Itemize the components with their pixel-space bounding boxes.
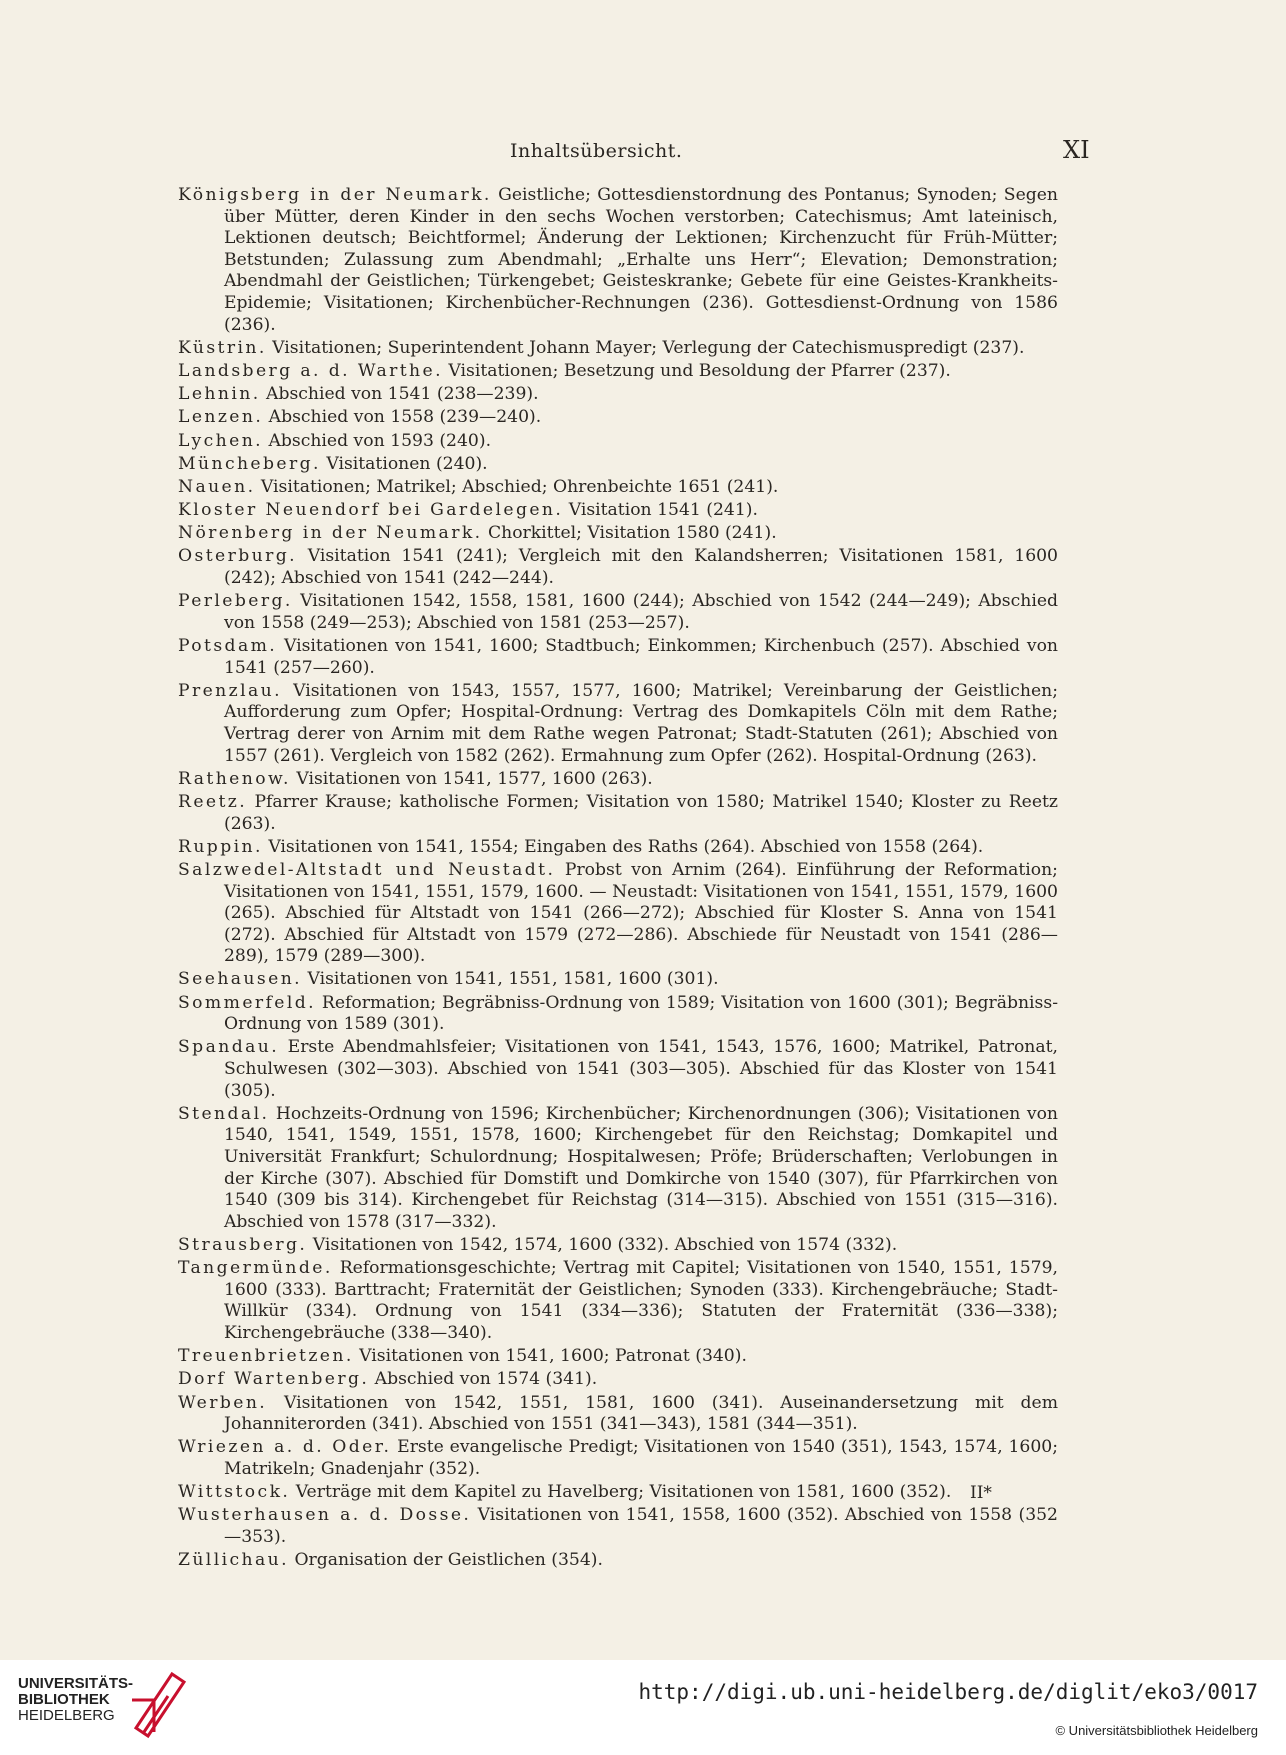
entry-contents: Abschied von 1558 (239—240). <box>263 407 542 428</box>
entry-place-name: Ruppin. <box>178 836 263 857</box>
entry-place-name: Perleberg. <box>178 591 293 612</box>
toc-entry <box>178 969 1058 991</box>
entry-contents: Visitationen von 1542, 1551, 1581, 1600 (341). Auseinandersetzung mit dem Johanniterorden (341). Abschied von 1551 (341—343), 1581 (344—351). <box>224 1392 1058 1435</box>
toc-entry <box>178 792 1058 835</box>
toc-entry <box>178 384 1058 406</box>
entry-place-name: Kloster Neuendorf bei Gardelegen. <box>178 500 564 521</box>
footer-bar <box>0 1660 1286 1755</box>
entry-contents: Visitationen von 1541, 1600; Stadtbuch; Einkommen; Kirchenbuch (257). Abschied von 1541 (257—260). <box>224 636 1058 678</box>
toc-entry <box>178 407 1058 429</box>
entry-contents: Reformationsgeschichte; Vertrag mit Capitel; Visitationen von 1540, 1551, 1579, 1600 (333). Barttracht; Fraternität der Geistlichen; Synoden (333). Kirchengebräuche; Stadt-Willkür (334). Ordnung von 1541 (334—336); Statuten der Fraternität (336—338); Kirchengebräuche (338—340). <box>224 1258 1058 1343</box>
entry-place-name: Reetz. <box>178 791 248 812</box>
entry-place-name: Potsdam. <box>178 636 278 656</box>
entry-contents: Verträge mit dem Kapitel zu Havelberg; Visitationen von 1581, 1600 (352). <box>290 1482 952 1503</box>
toc-entry <box>178 1037 1058 1102</box>
entry-place-name: Strausberg. <box>178 1234 308 1255</box>
entry-contents: Visitationen von 1541, 1558, 1600 (352). Abschied von 1558 (352—353). <box>224 1505 1058 1547</box>
toc-entry <box>178 431 1058 453</box>
toc-entry <box>178 993 1058 1036</box>
toc-entry <box>178 769 1058 791</box>
signature-mark: II* <box>970 1483 992 1503</box>
entry-contents: Visitationen von 1541, 1577, 1600 (263). <box>290 768 653 789</box>
entry-place-name: Landsberg a. d. Warthe. <box>178 360 443 381</box>
entry-contents: Visitationen; Matrikel; Abschied; Ohrenbeichte 1651 (241). <box>255 476 779 497</box>
entry-place-name: Nauen. <box>178 476 256 497</box>
entry-contents: Visitationen (240). <box>320 453 488 474</box>
toc-entry <box>178 1437 1058 1480</box>
entry-contents: Visitationen von 1543, 1557, 1577, 1600; Matrikel; Vereinbarung der Geistlichen; Aufforderung zum Opfer; Hospital-Ordnung: Vertrag des Domkapitels Cöln mit dem Rathe; Vertrag derer von Arnim mit dem Rathe wegen Patronat; Stadt-Statuten (261); Abschied von 1557 (261). Vergleich von 1582 (262). Ermahnung zum Opfer (262). Hospital-Ordnung (263). <box>224 680 1058 766</box>
entry-place-name: Prenzlau. <box>178 680 282 701</box>
header-title: Inhaltsübersicht. <box>510 140 683 162</box>
entry-contents: Pfarrer Krause; katholische Formen; Visitation von 1580; Matrikel 1540; Kloster zu Reetz (263). <box>224 791 1058 834</box>
toc-entry <box>178 636 1058 679</box>
entry-place-name: Rathenow. <box>178 768 291 789</box>
toc-entry <box>178 477 1058 499</box>
entry-place-name: Lenzen. <box>178 407 264 428</box>
entry-place-name: Lehnin. <box>178 384 261 405</box>
entry-contents: Visitationen von 1541, 1551, 1581, 1600 (301). <box>302 969 719 990</box>
entry-contents: Visitationen von 1541, 1600; Patronat (340). <box>353 1346 747 1367</box>
entry-place-name: Wriezen a. d. Oder. <box>178 1437 392 1458</box>
entry-place-name: Dorf Wartenberg. <box>178 1369 370 1390</box>
entry-place-name: Treuenbrietzen. <box>178 1346 354 1367</box>
toc-entry <box>178 185 1058 336</box>
entry-place-name: Wittstock. <box>178 1482 291 1503</box>
copyright-notice: © Universitätsbibliothek Heidelberg <box>1055 1723 1258 1738</box>
toc-entry <box>178 1369 1058 1391</box>
entry-contents: Erste Abendmahlsfeier; Visitationen von 1541, 1543, 1576, 1600; Matrikel, Patronat, Schulwesen (302—303). Abschied von 1541 (303—305). Abschied für das Kloster von 1541 (305). <box>224 1037 1058 1101</box>
entry-place-name: Salzwedel-Altstadt und Neustadt. <box>178 859 556 880</box>
entry-place-name: Sommerfeld. <box>178 992 317 1013</box>
entry-contents: Visitation 1541 (241); Vergleich mit den Kalandsherren; Visitationen 1581, 1600 (242); Abschied von 1541 (242—244). <box>224 546 1058 589</box>
library-logo[interactable] <box>18 1676 133 1724</box>
entry-contents: Visitationen; Superintendent Johann Mayer; Verlegung der Catechismuspredigt (237). <box>266 337 1025 358</box>
entry-place-name: Werben. <box>178 1392 268 1413</box>
entry-contents: Abschied von 1541 (238—239). <box>260 384 539 405</box>
entry-place-name: Müncheberg. <box>178 453 321 474</box>
entry-place-name: Lychen. <box>178 430 264 451</box>
logo-line-2: BIBLIOTHEK <box>18 1691 110 1708</box>
entry-contents: Hochzeits-Ordnung von 1596; Kirchenbücher; Kirchenordnungen (306); Visitationen von 1540, 1541, 1549, 1551, 1578, 1600; Kirchengebet für den Reichstag; Domkapitel und Universität Frankfurt; Schulordnung; Hospitalwesen; Pröfe; Brüderschaften; Verlobungen in der Kirche (307). Abschied für Domstift und Domkirche von 1540 (307), für Pfarrkirchen von 1540 (309 bis 314). Kirchengebet für Reichstag (314—315). Abschied von 1551 (315—316). Abschied von 1578 (317—332). <box>224 1103 1058 1232</box>
entry-place-name: Osterburg. <box>178 546 297 567</box>
toc-entry <box>178 361 1058 383</box>
entry-place-name: Wusterhausen a. d. Dosse. <box>178 1505 472 1526</box>
toc-entry <box>178 1104 1058 1234</box>
entry-place-name: Stendal. <box>178 1103 270 1124</box>
entry-contents: Reformation; Begräbniss-Ordnung von 1589; Visitation von 1600 (301); Begräbniss-Ordnung von 1589 (301). <box>224 992 1058 1035</box>
toc-entry <box>178 546 1058 589</box>
entry-contents: Visitation 1541 (241). <box>563 500 758 521</box>
entry-place-name: Seehausen. <box>178 969 303 990</box>
logo-line-3: HEIDELBERG <box>18 1707 115 1724</box>
permalink-url[interactable]: http://digi.ub.uni-heidelberg.de/diglit/eko3/0017 <box>638 1680 1258 1704</box>
entry-contents: Probst von Arnim (264). Einführung der Reformation; Visitationen von 1541, 1551, 1579, 1600. — Neustadt: Visitationen von 1541, 1551, 1579, 1600 (265). Abschied für Altstadt von 1541 (266—272); Abschied für Kloster S. Anna von 1541 (272). Abschied für Altstadt von 1579 (272—286). Abschiede für Neustadt von 1541 (286—289), 1579 (289—300). <box>224 859 1058 967</box>
entry-place-name: Nörenberg in der Neumark. <box>178 523 483 544</box>
entry-place-name: Königsberg in der Neumark. <box>178 185 492 205</box>
toc-entry <box>178 1235 1058 1257</box>
entry-place-name: Tangermünde. <box>178 1258 333 1279</box>
entry-contents: Visitationen von 1541, 1554; Eingaben des Raths (264). Abschied von 1558 (264). <box>262 836 984 857</box>
entry-place-name: Spandau. <box>178 1037 280 1058</box>
toc-entry <box>178 837 1058 859</box>
entry-contents: Geistliche; Gottesdienstordnung des Pontanus; Synoden; Segen über Mütter, deren Kinder in den sechs Wochen verstorben; Catechismus; Amt lateinisch, Lektionen deutsch; Beichtformel; Änderung der Lektionen; Kirchenzucht für Früh-Mütter; Betstunden; Zulassung zum Abendmahl; „Erhalte uns Herr“; Elevation; Demonstration; Abendmahl der Geistlichen; Türkengebet; Geisteskranke; Gebete für eine Geistes-Krankheits-Epidemie; Visitationen; Kirchenbücher-Rechnungen (236). Gottesdienst-Ordnung von 1586 (236). <box>224 185 1058 335</box>
toc-entry <box>178 1505 1058 1548</box>
entry-contents: Abschied von 1574 (341). <box>369 1369 598 1390</box>
table-of-contents <box>178 185 1058 1573</box>
toc-entry <box>178 681 1058 767</box>
entry-place-name: Küstrin. <box>178 337 267 358</box>
toc-entry <box>178 454 1058 476</box>
toc-entry <box>178 523 1058 545</box>
toc-entry <box>178 860 1058 968</box>
logo-line-1: UNIVERSITÄTS- <box>18 1675 134 1692</box>
entry-contents: Chorkittel; Visitation 1580 (241). <box>482 523 777 544</box>
toc-entry <box>178 1482 1058 1504</box>
library-logo-icon <box>128 1670 192 1744</box>
toc-entry <box>178 591 1058 634</box>
entry-contents: Visitationen; Besetzung und Besoldung der Pfarrer (237). <box>442 360 951 381</box>
toc-entry <box>178 1550 1058 1572</box>
running-header <box>0 136 1286 170</box>
toc-entry <box>178 1393 1058 1436</box>
entry-contents: Visitationen von 1542, 1574, 1600 (332). Abschied von 1574 (332). <box>307 1234 898 1255</box>
toc-entry <box>178 1258 1058 1344</box>
entry-contents: Visitationen 1542, 1558, 1581, 1600 (244); Abschied von 1542 (244—249); Abschied von 1558 (249—253); Abschied von 1581 (253—257). <box>224 591 1058 633</box>
entry-contents: Erste evangelische Predigt; Visitationen von 1540 (351), 1543, 1574, 1600; Matrikeln; Gnadenjahr (352). <box>224 1437 1058 1479</box>
toc-entry <box>178 1346 1058 1368</box>
toc-entry <box>178 500 1058 522</box>
entry-contents: Abschied von 1593 (240). <box>263 430 492 451</box>
page-number: XI <box>1063 136 1090 164</box>
entry-contents: Organisation der Geistlichen (354). <box>288 1550 603 1571</box>
toc-entry <box>178 338 1058 360</box>
entry-place-name: Züllichau. <box>178 1550 289 1571</box>
